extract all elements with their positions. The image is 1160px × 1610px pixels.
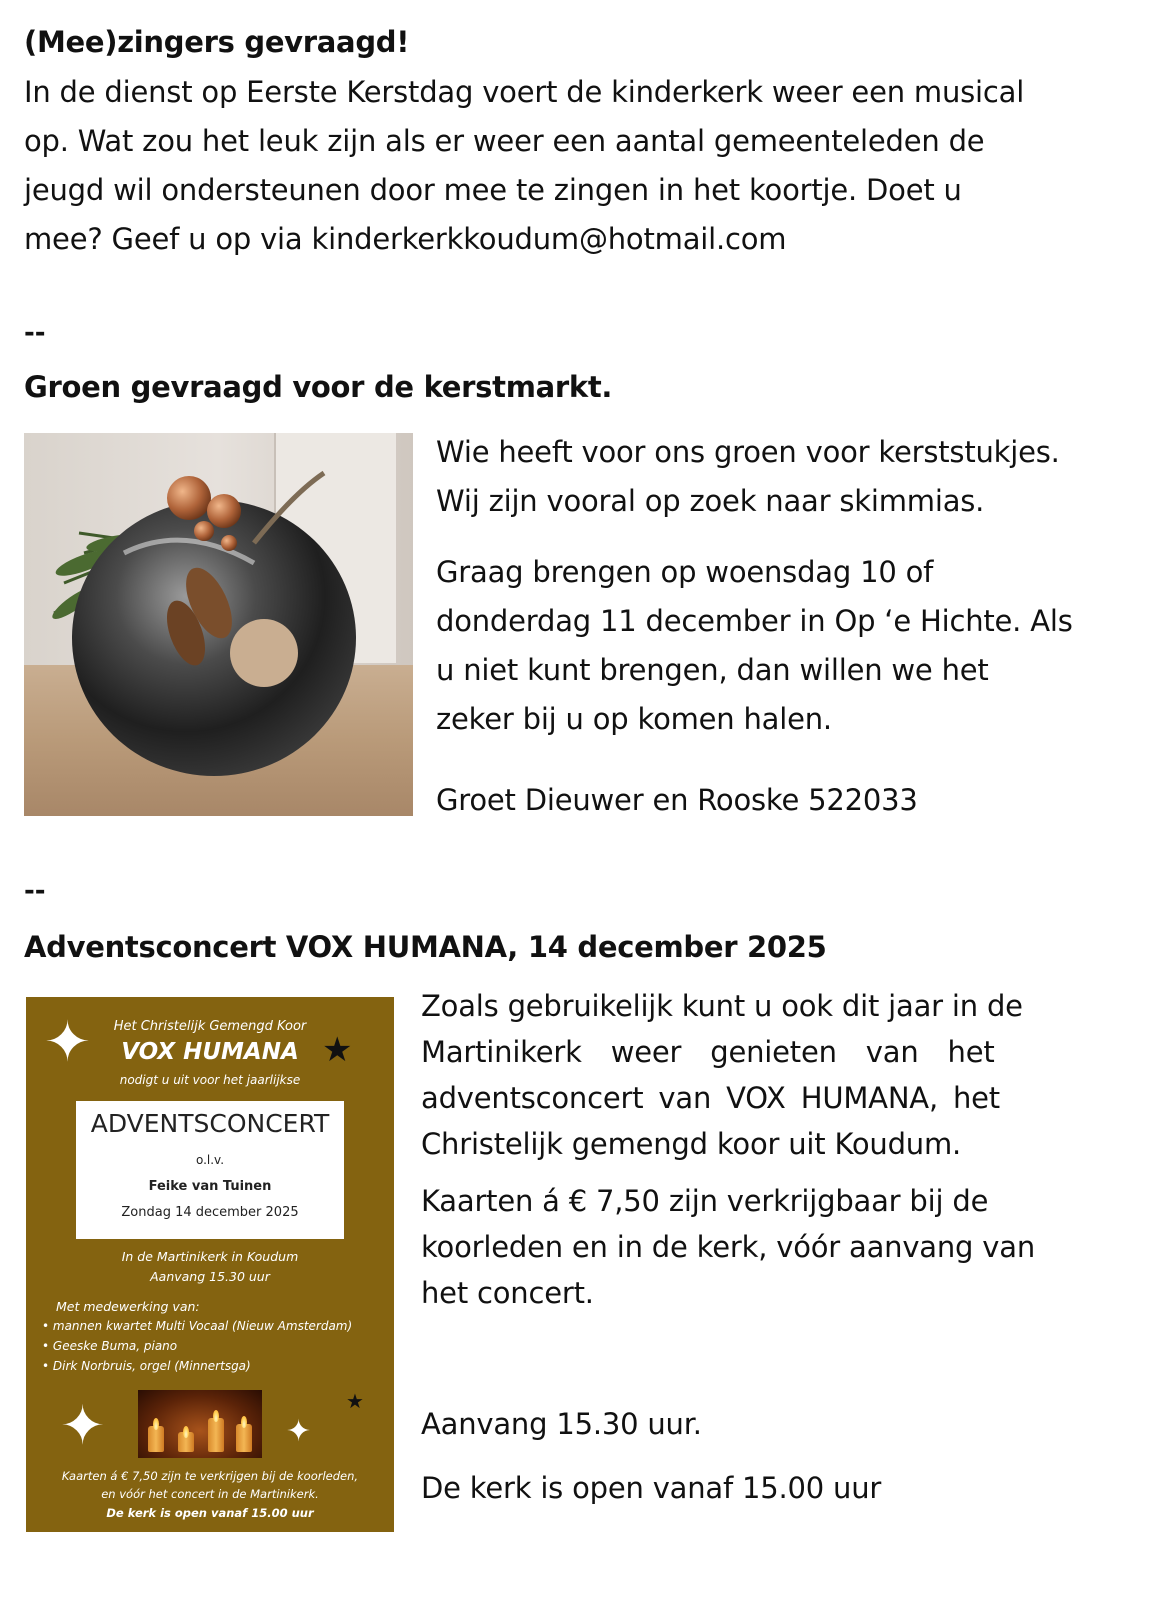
poster-venue: In de Martinikerk in Koudum — [121, 1249, 299, 1264]
poster-title: ADVENTSCONCERT — [90, 1109, 330, 1138]
sparkle-icon: ✦ — [60, 1394, 106, 1457]
paragraph-line: koorleden en in de kerk, vóór aanvang van — [421, 1230, 1035, 1264]
paragraph-line: Zoals gebruikelijk kunt u ook dit jaar in de — [421, 989, 1023, 1023]
paragraph-line: donderdag 11 december in Op ‘e Hichte. Als — [436, 604, 1073, 638]
poster-line-invite: nodigt u uit voor het jaarlijkse — [119, 1073, 301, 1087]
paragraph-line: mee? Geef u op via kinderkerkkoudum@hotmail.com — [24, 222, 787, 256]
vase-illustration — [24, 433, 413, 816]
groen-signature — [436, 776, 918, 825]
groen-paragraph-2 — [436, 548, 1073, 744]
paragraph-line: jeugd wil ondersteunen door mee te zingen in het koortje. Doet u — [24, 173, 962, 207]
concert-start-time — [421, 1400, 702, 1449]
christmas-arrangement-photo — [24, 433, 413, 816]
section-heading-adventsconcert: Adventsconcert VOX HUMANA, 14 december 2025 — [24, 930, 827, 964]
concert-paragraph-1 — [421, 983, 1023, 1167]
paragraph-line: De kerk is open vanaf 15.00 uur — [421, 1471, 882, 1505]
poster-olv: o.l.v. — [195, 1153, 225, 1167]
poster-footer-church: en vóór het concert in de Martinikerk. — [101, 1487, 319, 1501]
poster-title-box — [76, 1101, 344, 1239]
paragraph-line: op. Wat zou het leuk zijn als er weer een aantal gemeenteleden de — [24, 124, 985, 158]
paragraph-line: het concert. — [421, 1276, 594, 1310]
paragraph-line: zeker bij u op komen halen. — [436, 702, 832, 736]
paragraph-line: Kaarten á € 7,50 zijn verkrijgbaar bij de — [421, 1184, 989, 1218]
meezingers-paragraph — [24, 68, 1024, 264]
paragraph-line: Graag brengen op woensdag 10 of — [436, 555, 934, 589]
poster-conductor: Feike van Tuinen — [148, 1179, 272, 1194]
groen-paragraph-1 — [436, 428, 1060, 526]
poster-start: Aanvang 15.30 uur — [150, 1269, 270, 1284]
poster-footer-open: De kerk is open vanaf 15.00 uur — [106, 1506, 314, 1520]
concert-church-open — [421, 1464, 881, 1513]
paragraph-line: Aanvang 15.30 uur. — [421, 1407, 702, 1441]
poster-cooperation-item: • mannen kwartet Multi Vocaal (Nieuw Amsterdam) — [42, 1319, 353, 1333]
paragraph-line: Martinikerk weer genieten van het — [421, 1035, 995, 1069]
concert-paragraph-2 — [421, 1178, 1035, 1316]
poster-cooperation-item: • Dirk Norbruis, orgel (Minnertsga) — [42, 1359, 251, 1373]
poster-cooperation-heading: Met medewerking van: — [56, 1299, 200, 1314]
paragraph-line: Wij zijn vooral op zoek naar skimmias. — [436, 484, 985, 518]
paragraph-line: u niet kunt brengen, dan willen we het — [436, 653, 989, 687]
star-icon: ★ — [346, 1389, 364, 1413]
paragraph-line: adventsconcert van VOX HUMANA, het — [421, 1081, 1000, 1115]
section-heading-meezingers: (Mee)zingers gevraagd! — [24, 25, 410, 59]
advent-candles-image — [138, 1390, 262, 1458]
poster-cooperation-item: • Geeske Buma, piano — [42, 1339, 178, 1353]
star-icon: ★ — [322, 1030, 353, 1070]
section-heading-groen: Groen gevraagd voor de kerstmarkt. — [24, 370, 613, 404]
poster-name: VOX HUMANA — [121, 1039, 299, 1065]
signature-line: Groet Dieuwer en Rooske 522033 — [436, 783, 918, 817]
separator: -- — [24, 876, 46, 906]
sparkle-icon: ✦ — [286, 1414, 312, 1449]
sparkle-icon: ✦ — [44, 1010, 91, 1075]
poster-date: Zondag 14 december 2025 — [121, 1205, 299, 1220]
separator: -- — [24, 318, 46, 348]
poster-line-koor: Het Christelijk Gemengd Koor — [113, 1019, 307, 1034]
paragraph-line: Christelijk gemengd koor uit Koudum. — [421, 1127, 962, 1161]
concert-poster — [26, 997, 394, 1532]
paragraph-line: In de dienst op Eerste Kerstdag voert de kinderkerk weer een musical — [24, 75, 1025, 109]
paragraph-line: Wie heeft voor ons groen voor kerststukjes. — [436, 435, 1060, 469]
poster-footer-tickets: Kaarten á € 7,50 zijn te verkrijgen bij de koorleden, — [61, 1469, 359, 1483]
